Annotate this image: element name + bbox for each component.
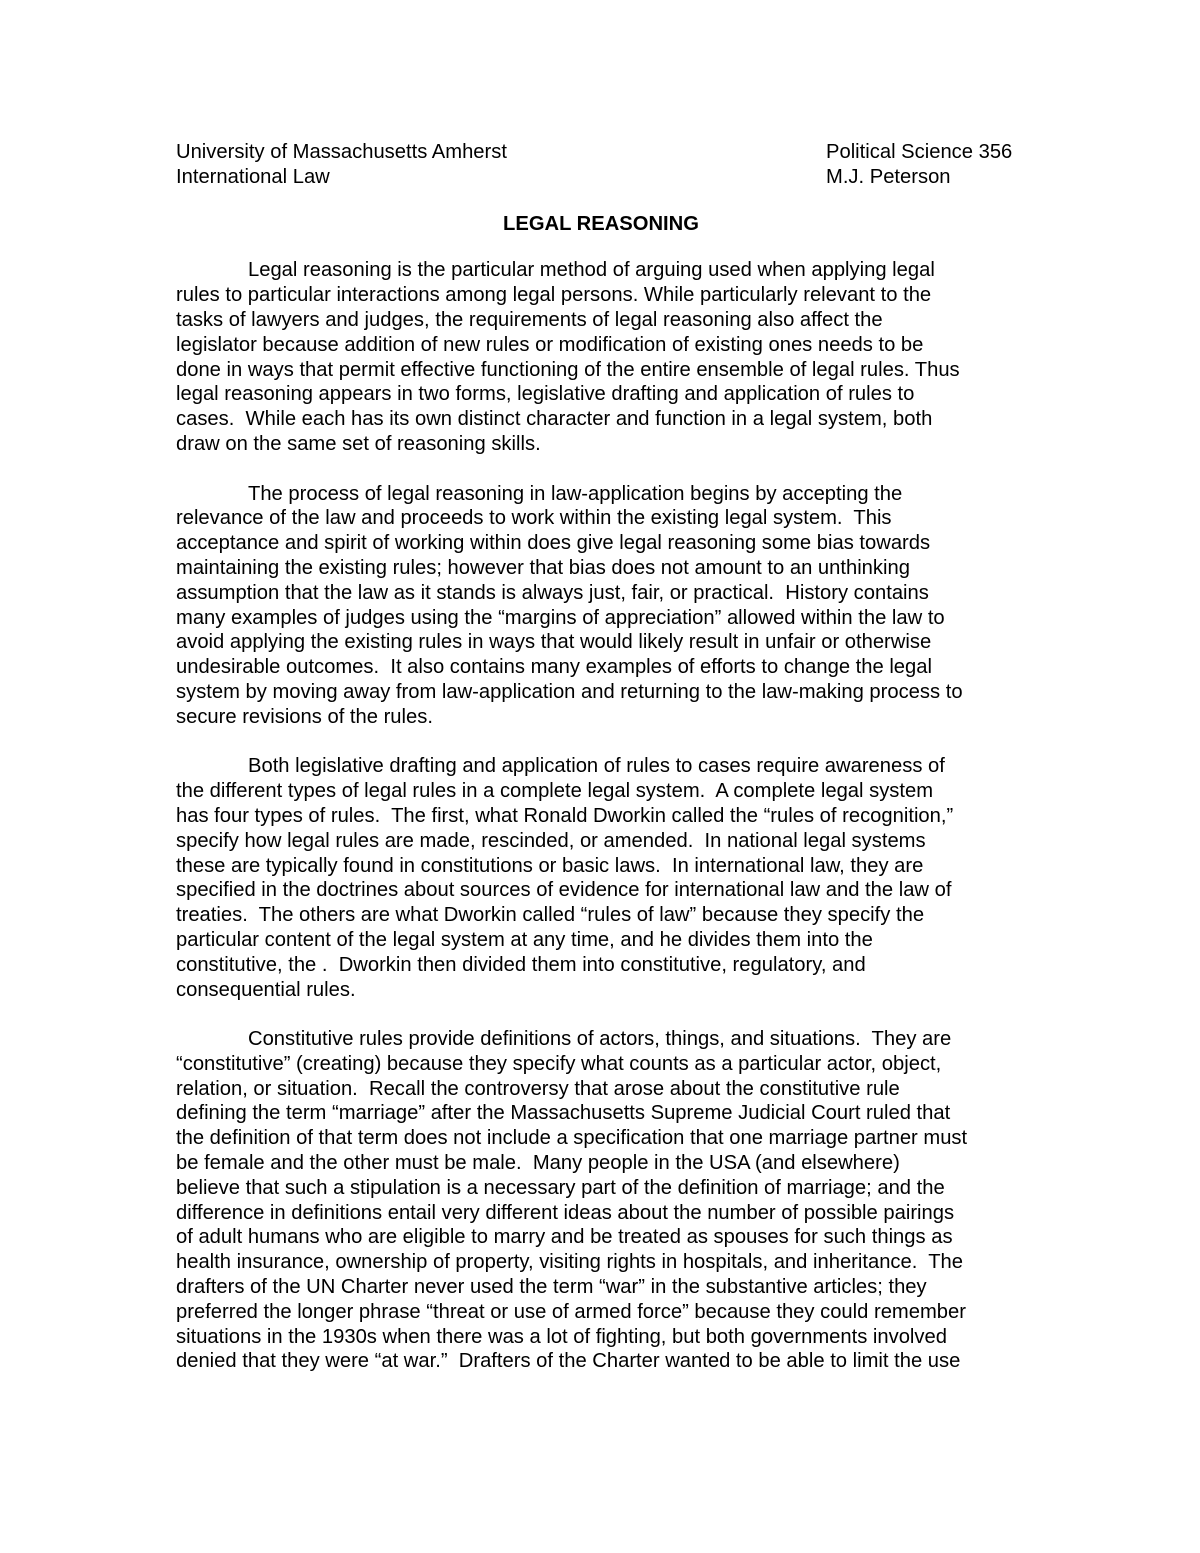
course-number: Political Science 356 bbox=[826, 141, 1013, 163]
paragraph-line: Constitutive rules provide definitions of actors, things, and situations. They are bbox=[248, 1028, 952, 1051]
paragraph-line: acceptance and spirit of working within does give legal reasoning some bias towards bbox=[176, 532, 931, 555]
paragraph-line: particular content of the legal system at any time, and he divides them into the bbox=[176, 928, 873, 951]
paragraph-line: avoid applying the existing rules in ways that would likely result in unfair or otherwise bbox=[176, 631, 932, 654]
paragraph-line: of adult humans who are eligible to marry and be treated as spouses for such things as bbox=[176, 1226, 953, 1249]
body-paragraph bbox=[176, 1027, 1026, 1374]
author-name: M.J. Peterson bbox=[826, 165, 951, 188]
paragraph-line: has four types of rules. The first, what Ronald Dworkin called the “rules of recognition,” bbox=[176, 804, 954, 827]
paragraph-line: assumption that the law as it stands is always just, fair, or practical. History contains bbox=[176, 581, 929, 604]
paragraph-line: tasks of lawyers and judges, the requirements of legal reasoning also affect the bbox=[176, 308, 883, 331]
paragraph-line: system by moving away from law-application and returning to the law-making process to bbox=[176, 680, 963, 703]
paragraph-line: consequential rules. bbox=[176, 978, 356, 1001]
paragraph-line: preferred the longer phrase “threat or use of armed force” because they could remember bbox=[176, 1300, 966, 1323]
paragraph-line: legal reasoning appears in two forms, legislative drafting and application of rules to bbox=[176, 383, 915, 406]
paragraph-line: health insurance, ownership of property, visiting rights in hospitals, and inheritance. The bbox=[176, 1251, 964, 1274]
paragraph-line: Both legislative drafting and application of rules to cases require awareness of bbox=[248, 755, 945, 778]
paragraph-line: be female and the other must be male. Many people in the USA (and elsewhere) bbox=[176, 1152, 900, 1175]
paragraph-line: undesirable outcomes. It also contains many examples of efforts to change the legal bbox=[176, 656, 932, 679]
paragraph-line: many examples of judges using the “margins of appreciation” allowed within the law to bbox=[176, 606, 945, 629]
paragraph-line: The process of legal reasoning in law-application begins by accepting the bbox=[248, 482, 903, 505]
institution-name: University of Massachusetts Amherst bbox=[176, 141, 507, 163]
header-left bbox=[176, 140, 507, 190]
paragraph-line: the different types of legal rules in a complete legal system. A complete legal system bbox=[176, 780, 934, 803]
paragraph-line: denied that they were “at war.” Drafters of the Charter wanted to be able to limit the use bbox=[176, 1350, 961, 1373]
body-paragraph bbox=[176, 754, 1026, 1002]
document-title: LEGAL REASONING bbox=[503, 212, 699, 235]
paragraph-line: specified in the doctrines about sources of evidence for international law and the law of bbox=[176, 879, 952, 902]
paragraph-line: difference in definitions entail very different ideas about the number of possible pairings bbox=[176, 1201, 955, 1224]
paragraph-line: constitutive, the . Dworkin then divided them into constitutive, regulatory, and bbox=[176, 953, 866, 976]
body-paragraph bbox=[176, 258, 1026, 456]
body-paragraph bbox=[176, 482, 1026, 730]
paragraph-line: maintaining the existing rules; however that bias does not amount to an unthinking bbox=[176, 556, 910, 579]
paragraph-line: rules to particular interactions among legal persons. While particularly relevant to the bbox=[176, 284, 932, 307]
paragraph-line: cases. While each has its own distinct character and function in a legal system, both bbox=[176, 408, 933, 431]
paragraph-line: believe that such a stipulation is a necessary part of the definition of marriage; and the bbox=[176, 1176, 945, 1199]
paragraph-line: defining the term “marriage” after the Massachusetts Supreme Judicial Court ruled that bbox=[176, 1102, 951, 1125]
header-right bbox=[826, 140, 1026, 190]
paragraph-line: treaties. The others are what Dworkin called “rules of law” because they specify the bbox=[176, 904, 925, 927]
paragraph-line: specify how legal rules are made, rescinded, or amended. In national legal systems bbox=[176, 829, 926, 852]
paragraph-line: draw on the same set of reasoning skills. bbox=[176, 432, 541, 455]
paragraph-line: relation, or situation. Recall the controversy that arose about the constitutive rule bbox=[176, 1077, 900, 1100]
paragraph-line: situations in the 1930s when there was a lot of fighting, but both governments involved bbox=[176, 1325, 947, 1348]
paragraph-line: legislator because addition of new rules or modification of existing ones needs to be bbox=[176, 333, 924, 356]
paragraph-line: “constitutive” (creating) because they specify what counts as a particular actor, object, bbox=[176, 1052, 942, 1075]
course-name: International Law bbox=[176, 165, 330, 188]
document-body bbox=[176, 258, 1026, 1374]
paragraph-line: secure revisions of the rules. bbox=[176, 705, 433, 728]
paragraph-line: these are typically found in constitutions or basic laws. In international law, they are bbox=[176, 854, 924, 877]
document-header bbox=[176, 140, 1026, 190]
paragraph-line: the definition of that term does not include a specification that one marriage partner must bbox=[176, 1127, 968, 1150]
document-page bbox=[176, 140, 1026, 1399]
paragraph-line: done in ways that permit effective functioning of the entire ensemble of legal rules. Thus bbox=[176, 358, 960, 381]
paragraph-line: drafters of the UN Charter never used the term “war” in the substantive articles; they bbox=[176, 1276, 927, 1299]
paragraph-line: Legal reasoning is the particular method of arguing used when applying legal bbox=[248, 259, 935, 282]
paragraph-line: relevance of the law and proceeds to work within the existing legal system. This bbox=[176, 507, 892, 530]
